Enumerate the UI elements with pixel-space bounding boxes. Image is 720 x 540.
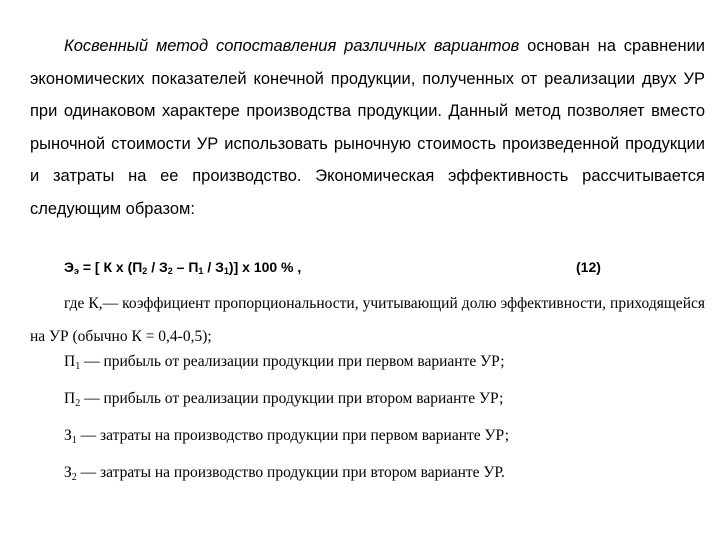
definition-item [64, 425, 705, 452]
document-page [30, 0, 705, 540]
main-paragraph [30, 30, 705, 225]
formula-subscript: 1 [198, 266, 204, 276]
definition-symbol: З [64, 464, 72, 481]
equation-number: (12) [576, 259, 601, 275]
definition-text: — затраты на производство продукции при первом варианте УР; [76, 427, 510, 444]
formula-part: / З [147, 259, 168, 275]
definition-text: — прибыль от реализации продукции при первом варианте УР; [80, 353, 505, 370]
definition-subscript: 1 [75, 361, 81, 372]
formula-line [64, 252, 704, 286]
formula-part: / З [203, 259, 224, 275]
definition-item [64, 351, 705, 378]
definition-subscript: 1 [71, 435, 77, 446]
main-paragraph-text: основан на сравнении экономических показателей конечной продукции, полученных от реализации двух УР при одинаковом характере производства продукции. Данный метод позволяет вместо рыночной стоимости УР использовать рыночную стоимость произведенной продукции и затраты на ее производство. Экономическая эффективность рассчитывается следующим образом: [30, 37, 706, 218]
formula-part: – П [172, 259, 199, 275]
formula-subscript: 2 [167, 266, 173, 276]
definition-text: — затраты на производство продукции при втором варианте УР. [76, 464, 505, 481]
definition-symbol: П [64, 353, 76, 370]
definition-subscript: 2 [75, 398, 81, 409]
formula-part: )] х 100 % , [228, 259, 302, 275]
definition-text: — прибыль от реализации продукции при втором варианте УР; [80, 390, 504, 407]
definition-symbol: П [64, 390, 76, 407]
definition-symbol: З [64, 427, 72, 444]
definition-item [64, 388, 705, 415]
formula-subscript: 1 [223, 266, 229, 276]
italic-lead-phrase: Косвенный метод сопоставления различных вариантов [64, 37, 520, 55]
formula-lhs-subscript: э [73, 266, 79, 276]
definition-item [64, 462, 705, 489]
coefficient-text: где К,— коэффициент пропорциональности, учитывающий долю эффективности, приходящейся на УР (обычно К = 0,4-0,5); [30, 295, 705, 345]
formula-lhs: Э [64, 259, 74, 275]
coefficient-paragraph [30, 287, 705, 353]
formula-part: = [ К х (П [78, 259, 143, 275]
definition-subscript: 2 [71, 472, 77, 483]
formula-subscript: 2 [142, 266, 148, 276]
